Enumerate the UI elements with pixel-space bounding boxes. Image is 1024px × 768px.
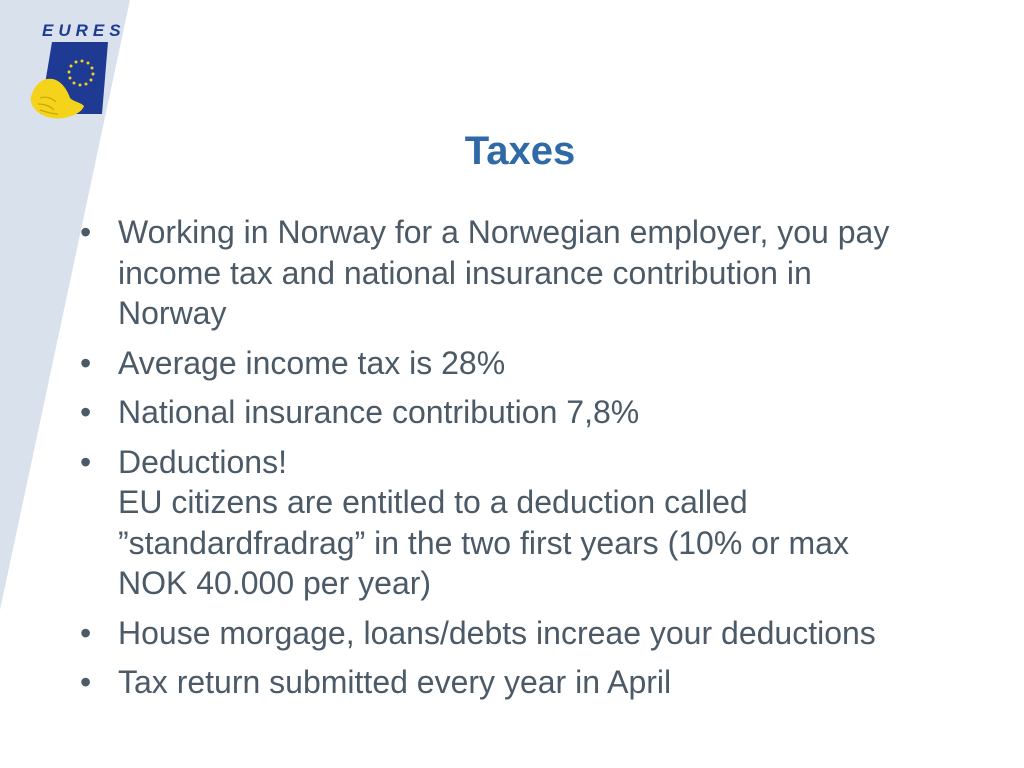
bullet-item xyxy=(80,343,980,384)
bullet-text-line: Working in Norway for a Norwegian employer, you pay xyxy=(118,214,890,250)
bullet-text-line: Tax return submitted every year in April xyxy=(118,664,672,700)
bullet-text-line: Average income tax is 28% xyxy=(118,344,506,381)
bullet-dot: • xyxy=(80,214,92,250)
bullet-dot: • xyxy=(80,443,92,480)
bullet-text-line: NOK 40.000 per year) xyxy=(118,565,432,601)
bullet-dot: • xyxy=(80,664,92,700)
bullet-text-line: Deductions! xyxy=(118,443,287,480)
bullet-dot: • xyxy=(80,614,92,651)
eures-emblem-icon xyxy=(30,42,112,120)
eures-logo xyxy=(30,21,126,120)
bullet-item xyxy=(80,662,980,703)
bullet-text-line: National insurance contribution 7,8% xyxy=(118,394,640,430)
bullet-text-line: EU citizens are entitled to a deduction called xyxy=(118,484,748,520)
bullet-text-line: House morgage, loans/debts increae your deductions xyxy=(118,614,876,651)
bullet-item xyxy=(80,212,980,334)
bullet-item xyxy=(80,442,980,604)
bullet-item xyxy=(80,392,980,433)
eures-wordmark: EURES xyxy=(42,21,126,40)
bullet-text-line: Norway xyxy=(118,295,227,331)
bullet-item xyxy=(80,613,980,654)
bullet-dot: • xyxy=(80,394,92,430)
bullet-text-line: ”standardfradrag” in the two first years (10% or max xyxy=(118,524,849,561)
bullet-dot: • xyxy=(80,344,92,381)
bullet-list xyxy=(80,212,980,712)
slide-title: Taxes xyxy=(464,129,576,173)
bullet-text-line: income tax and national insurance contribution in xyxy=(118,254,812,291)
